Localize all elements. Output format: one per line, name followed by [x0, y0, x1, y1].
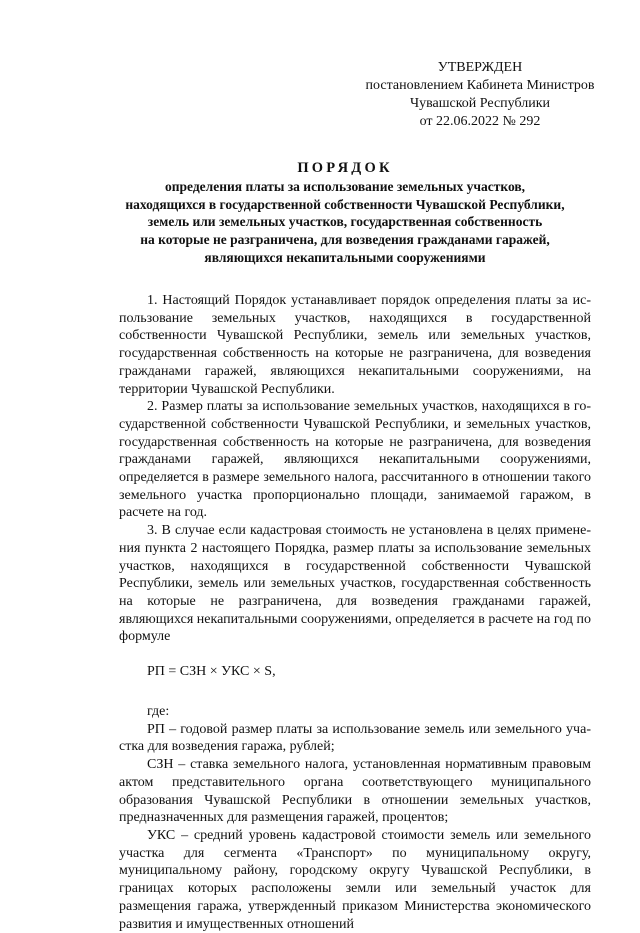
approval-stamp	[355, 59, 605, 131]
document-subtitle-line-4: на которые не разграничена, для возведения гражданами гаражей,	[140, 232, 550, 248]
paragraph-1: 1. Настоящий Порядок устанавливает порядок определения платы за использование земельных участков, находящихся в государственной собственности Чувашской Республики, земель или земельных участков, государственная собственность на которые не разграничена, для возведения гражданами гаражей, являющихся некапитальными сооружениями, на территории Чувашской Республики.	[119, 293, 591, 397]
document-subtitle-line-2: находящихся в государственной собственности Чувашской Республики,	[125, 196, 565, 212]
approval-issuer: постановлением Кабинета Министров	[365, 78, 595, 93]
document-subtitle-line-5: являющихся некапитальными сооружениями	[204, 249, 486, 265]
definition-uks: УКС – средний уровень кадастровой стоимости земель или земельного участка для сегмента «Транспорт» по муниципальному округу, муниципальному району, городскому округу Чувашской Республики, в границах которых расположены земли или земельный участок для размещения гаража, утвержденный приказом Министерства экономического развития и имущественных отношений	[119, 827, 591, 932]
definition-szn: СЗН – ставка земельного налога, установленная нормативным правовым актом представительного органа соответствующего муниципального образования Чувашской Республики в отношении земельных участков, предназначенных для размещения гаражей, процентов;	[119, 757, 591, 826]
fee-formula: РП = СЗН × УКС × S,	[147, 664, 276, 680]
definition-rp: РП – годовой размер платы за использование земель или земельного участка для возведения гаража, рублей;	[119, 721, 591, 755]
document-subtitle-line-3: земель или земельных участков, государственная собственность	[147, 214, 543, 230]
paragraph-3: 3. В случае если кадастровая стоимость не установлена в целях применения пункта 2 настоящего Порядка, размер платы за использование земельных участков, находящихся в государственной собственности Чувашской Республики, земель или земельных участков, государственная собственность на которые не разграничена, для возведения гражданами гаражей, являющихся некапитальными сооружениями, определяется в расчете на год по формуле	[119, 523, 591, 645]
approval-republic: Чувашской Республики	[409, 96, 551, 111]
document-subtitle-line-1: определения платы за использование земельных участков,	[164, 179, 526, 194]
document-body	[119, 292, 591, 933]
formula-where-label: где:	[147, 704, 170, 720]
approval-heading: УТВЕРЖДЕН	[437, 60, 523, 75]
paragraph-2: 2. Размер платы за использование земельных участков, находящихся в государственной собственности Чувашской Республики, и земельных участков, государственная собственность на которые не разграничена, для возведения гражданами гаражей, являющихся некапитальными сооружениями, определяется в размере земельного налога, рассчитанного в отношении такого земельного участка пропорционально площади, занимаемой гаражом, в расчете на год.	[119, 399, 591, 521]
document-title: ПОРЯДОК	[297, 160, 393, 176]
approval-date-number: от 22.06.2022 № 292	[419, 114, 541, 129]
document-title-block	[100, 158, 590, 267]
